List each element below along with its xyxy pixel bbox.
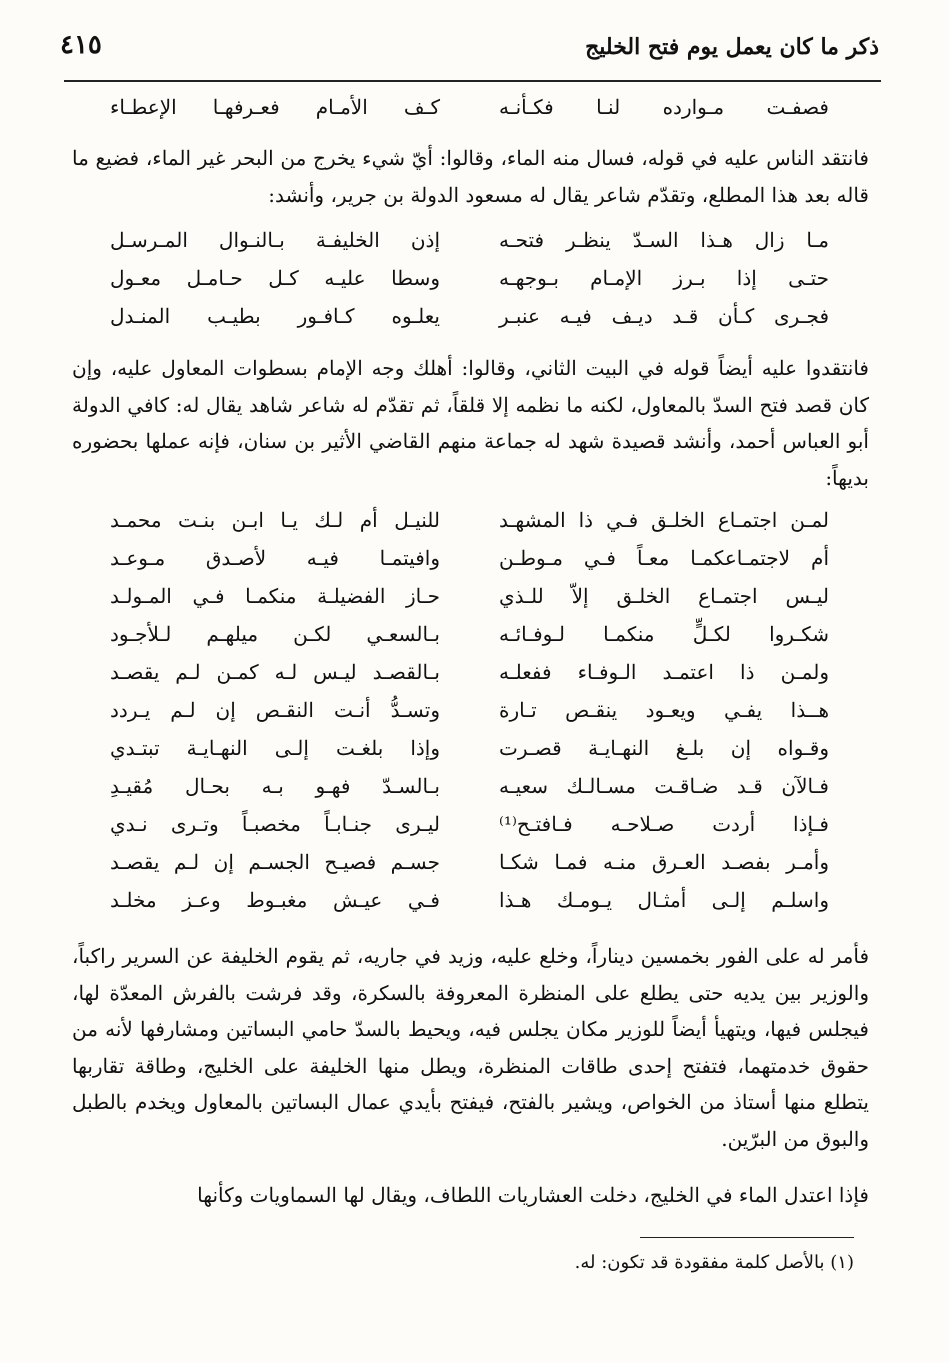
poem2-verse: [110, 546, 829, 584]
verse-first-hemistich: فجـرى كـأن قـد ديـف فيـه عنبـر: [499, 304, 829, 328]
paragraph-text: فأمر له على الفور بخمسين ديناراً، وخلع عليه، وزيد في جاريه، ثم يقوم الخليفة عن السرير راكباً، والوزير بين يديه حتى يطلع على المنظرة المعروفة بالسكرة، وقد فرشت بالفرش المعدّة لها، فيجلس فيها، ويتهيأ أيضاً للوزير مكان يجلس فيه، ويحيط بالسدّ حامي البساتين ومشارفها لأنه من حقوق خدمتهما، فتفتح إحدى طاقات المنظرة، ويطل منها الخليفة على الخليج، وطاقة تقاربها يتطلع منها أستاذ من الخواص، ويشير بالفتح، فيفتح بأيدي عمال البساتين بالمعاول ويخدم بالطبل والبوق من البرّين.: [72, 944, 869, 1151]
poem2-verse: [110, 508, 829, 546]
poem1-verse: [110, 266, 829, 304]
verse-second-hemistich: كـف الأمـام فعـرفهـا الإعطـاء: [110, 95, 440, 119]
poem2-verse: [110, 660, 829, 698]
paragraph-1: [72, 140, 869, 213]
verse-second-hemistich: وسطا عليـه كـل حـامـل معـول: [110, 266, 440, 290]
verse-first-hemistich: ليـس اجتمـاع الخلـق إلاّ للـذي: [499, 584, 829, 608]
poem2-verse: [110, 850, 829, 888]
poem2-verse: [110, 584, 829, 622]
poem1-verse: [110, 228, 829, 266]
verse-second-hemistich: يعلـوه كـافـور بطيـب المنـدل: [110, 304, 440, 328]
paragraph-text: فانتقد الناس عليه في قوله، فسال منه الماء، وقالوا: أيّ شيء يخرج من البحر غير الماء، فضيع ما قاله بعد هذا المطلع، وتقدّم شاعر يقال له مسعود الدولة بن جرير، وأنشد:: [72, 146, 869, 207]
verse-first-hemistich: هــذا يفـي ويعـود ينقـص تـارة: [499, 698, 829, 722]
verse-first-hemistich: فـالآن قـد ضـاقـت مسـالـك سعيـه: [499, 774, 829, 798]
verse-second-hemistich: للنيـل أم لـك يـا ابـن بنـت محمـد: [110, 508, 440, 532]
verse-first-hemistich: وقـواه إن بلـغ النهـايـة قصـرت: [499, 736, 829, 760]
paragraph-2: [72, 350, 869, 496]
verse-first-hemistich: مـا زال هـذا السـدّ ينظـر فتحـه: [499, 228, 829, 252]
verse-first-hemistich: واسلـم إلـى أمثـال يـومـك هـذا: [499, 888, 829, 912]
verse-first-hemistich: فـإذا أردت صـلاحـه فـافتـح⁽¹⁾: [499, 812, 829, 836]
poem2-verse: [110, 888, 829, 926]
paragraph-4: [72, 1177, 869, 1214]
running-title: ذكر ما كان يعمل يوم فتح الخليج: [585, 34, 879, 60]
verse-first-hemistich: لمـن اجتمـاع الخلـق فـي ذا المشهـد: [499, 508, 829, 532]
verse-first-hemistich: فصفـت مـوارده لنـا فكـأنـه: [499, 95, 829, 119]
verse-second-hemistich: بـالقصـد ليـس لـه كمـن لـم يقصـد: [110, 660, 440, 684]
paragraph-3: [72, 938, 869, 1157]
poem2-verse: [110, 774, 829, 812]
verse-second-hemistich: وتسـدُّ أنـت النقـص إن لـم يـردد: [110, 698, 440, 722]
opening-verse: [110, 95, 829, 133]
verse-first-hemistich: حتـى إذا بـرز الإمـام بـوجهـه: [499, 266, 829, 290]
page-number: ٤١٥: [60, 30, 102, 60]
poem2-verse: [110, 812, 829, 850]
verse-first-hemistich: ولمـن ذا اعتمـد الـوفـاء ففعلـه: [499, 660, 829, 684]
verse-first-hemistich: شكـروا لكـلٍّ منكمـا لـوفـائـه: [499, 622, 829, 646]
verse-first-hemistich: أم لاجتمـاعكمـا معـاً فـي مـوطـن: [499, 546, 829, 570]
verse-second-hemistich: بـالسـدّ فهـو بـه بحـال مُقيـدِ: [110, 774, 440, 798]
verse-second-hemistich: بـالسعـي لكـن ميلهـم لـلأجـود: [110, 622, 440, 646]
verse-second-hemistich: حـاز الفضيلـة منكمـا فـي المـولـد: [110, 584, 440, 608]
verse-second-hemistich: ليـرى جنـابـاً مخصبـاً وتـرى نـدي: [110, 812, 440, 836]
poem1-verse: [110, 304, 829, 342]
poem2-verse: [110, 698, 829, 736]
verse-first-hemistich: وأمـر بفصـد العـرق منـه فمـا شكـا: [499, 850, 829, 874]
footnote-rule: [640, 1237, 854, 1238]
poem2-verse: [110, 622, 829, 660]
poem2-verse: [110, 736, 829, 774]
verse-second-hemistich: وإذا بلغـت إلـى النهـايـة تبتـدي: [110, 736, 440, 760]
page-header: [60, 30, 879, 70]
paragraph-text: فانتقدوا عليه أيضاً قوله في البيت الثاني، وقالوا: أهلك وجه الإمام بسطوات المعاول عليه، وإن كان قصد فتح السدّ بالمعاول، لكنه ما نظمه إلا قلقاً، ثم تقدّم له شاعر شاهد يقال له: كافي الدولة أبو العباس أحمد، وأنشد قصيدة شهد له جماعة منهم القاضي الأثير بن سنان، فإنه عملها بحضوره بديهاً:: [72, 356, 869, 490]
paragraph-text: فإذا اعتدل الماء في الخليج، دخلت العشاريات اللطاف، ويقال لها السماويات وكأنها: [197, 1183, 869, 1207]
header-rule: [64, 80, 881, 82]
verse-second-hemistich: إذن الخليفـة بـالنـوال المـرسـل: [110, 228, 440, 252]
verse-second-hemistich: فـي عيـش مغبـوط وعـز مخلـد: [110, 888, 440, 912]
footnote: (١) بالأصل كلمة مفقودة قد تكون: له.: [574, 1252, 854, 1273]
verse-second-hemistich: وافيتمـا فيـه لأصـدق مـوعـد: [110, 546, 440, 570]
verse-second-hemistich: جسـم فصيـح الجسـم إن لـم يقصـد: [110, 850, 440, 874]
